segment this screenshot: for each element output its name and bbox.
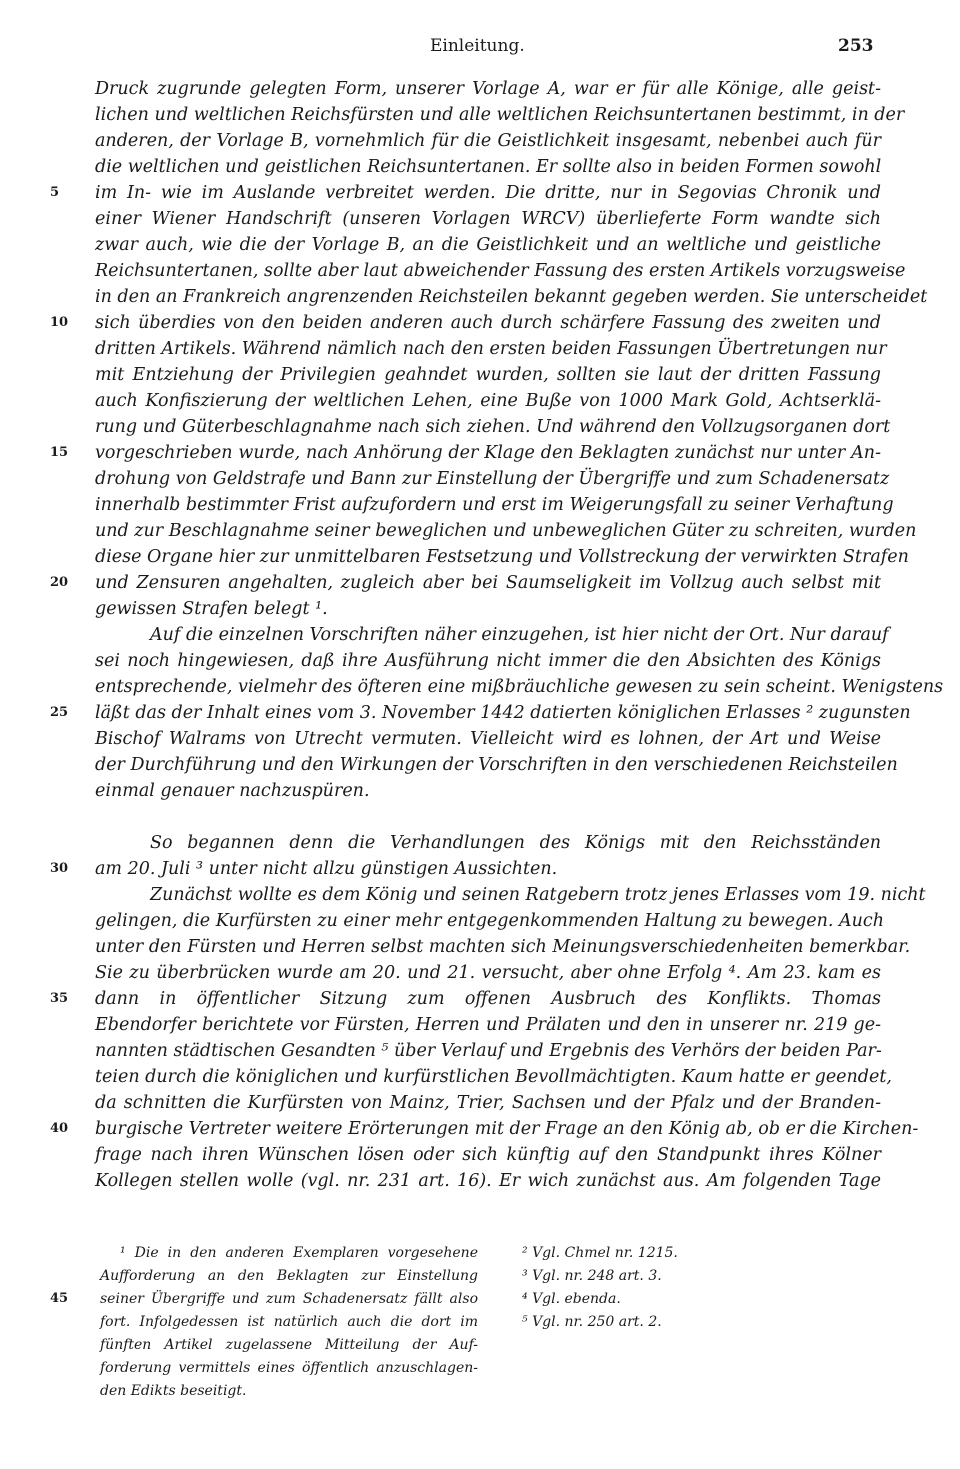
line-number: 15 xyxy=(50,445,69,460)
footnote-line: den Edikts beseitigt. xyxy=(100,1383,247,1399)
text-line: sich überdies von den beiden anderen auch durch schärfere Fassung des zweiten und xyxy=(95,313,881,333)
text-line: Bischof Walrams von Utrecht vermuten. Vielleicht wird es lohnen, der Art und Weise xyxy=(95,729,881,749)
footnote-line: ³ Vgl. nr. 248 art. 3. xyxy=(522,1268,662,1284)
text-line: Druck zugrunde gelegten Form, unserer Vorlage A, war er für alle Könige, alle geist- xyxy=(95,79,881,99)
footnote-line: fort. Infolgedessen ist natürlich auch die dort im xyxy=(100,1314,478,1330)
text-line: So begannen denn die Verhandlungen des Königs mit den Reichsständen xyxy=(150,833,881,853)
page-header xyxy=(0,36,960,60)
text-line: Ebendorfer berichtete vor Fürsten, Herren und Prälaten und den in unserer nr. 219 ge- xyxy=(95,1015,881,1035)
text-line: rung und Güterbeschlagnahme nach sich ziehen. Und während den Vollzugsorganen dort xyxy=(95,417,891,437)
text-line: der Durchführung und den Wirkungen der Vorschriften in den verschiedenen Reichsteilen xyxy=(95,755,898,775)
text-line: vorgeschrieben wurde, nach Anhörung der Klage den Beklagten zunächst nur unter An- xyxy=(95,443,881,463)
text-line: Reichsuntertanen, sollte aber laut abweichender Fassung des ersten Artikels vorzugsweise xyxy=(95,261,906,281)
line-number: 35 xyxy=(50,991,69,1006)
footnote-line: seiner Übergriffe und zum Schadenersatz fällt also xyxy=(100,1291,478,1307)
line-number: 30 xyxy=(50,861,69,876)
line-number: 40 xyxy=(50,1121,69,1136)
text-line: Zunächst wollte es dem König und seinen Ratgebern trotz jenes Erlasses vom 19. nicht xyxy=(150,885,926,905)
line-number: 20 xyxy=(50,575,69,590)
text-line: läßt das der Inhalt eines vom 3. November 1442 datierten königlichen Erlasses ² zugunsten xyxy=(95,703,911,723)
text-line: innerhalb bestimmter Frist aufzufordern und erst im Weigerungsfall zu seiner Verhaftung xyxy=(95,495,894,515)
text-line: einmal genauer nachzuspüren. xyxy=(95,781,370,801)
text-line: im In- wie im Auslande verbreitet werden. Die dritte, nur in Segovias Chronik und xyxy=(95,183,881,203)
footnote-line: ⁵ Vgl. nr. 250 art. 2. xyxy=(522,1314,662,1330)
text-line: gelingen, die Kurfürsten zu einer mehr entgegenkommenden Haltung zu bewegen. Auch xyxy=(95,911,884,931)
footnote-line: ⁴ Vgl. ebenda. xyxy=(522,1291,621,1307)
text-line: gewissen Strafen belegt ¹. xyxy=(95,599,328,619)
text-line: nannten städtischen Gesandten ⁵ über Verlauf und Ergebnis des Verhörs der beiden Par- xyxy=(95,1041,882,1061)
text-line: die weltlichen und geistlichen Reichsuntertanen. Er sollte also in beiden Formen sowohl xyxy=(95,157,882,177)
text-line: anderen, der Vorlage B, vornehmlich für die Geistlichkeit insgesamt, nebenbei auch für xyxy=(95,131,881,151)
running-title: Einleitung. xyxy=(430,36,525,56)
text-line: Kollegen stellen wolle (vgl. nr. 231 art. 16). Er wich zunächst aus. Am folgenden Tage xyxy=(95,1171,881,1191)
text-line: Auf die einzelnen Vorschriften näher einzugehen, ist hier nicht der Ort. Nur darauf xyxy=(150,625,889,645)
text-line: und Zensuren angehalten, zugleich aber bei Saumseligkeit im Vollzug auch selbst mit xyxy=(95,573,881,593)
footnote-line: ² Vgl. Chmel nr. 1215. xyxy=(522,1245,678,1261)
text-line: und zur Beschlagnahme seiner beweglichen und unbeweglichen Güter zu schreiten, wurden xyxy=(95,521,917,541)
footnote-line: forderung vermittels eines öffentlich anzuschlagen- xyxy=(100,1360,478,1376)
text-line: lichen und weltlichen Reichsfürsten und alle weltlichen Reichsuntertanen bestimmt, in der xyxy=(95,105,905,125)
text-line: Sie zu überbrücken wurde am 20. und 21. versucht, aber ohne Erfolg ⁴. Am 23. kam es xyxy=(95,963,881,983)
text-line: burgische Vertreter weitere Erörterungen mit der Frage an den König ab, ob er die Kirchen- xyxy=(95,1119,919,1139)
footnote-line: ¹ Die in den anderen Exemplaren vorgesehene xyxy=(120,1245,478,1261)
line-number: 45 xyxy=(50,1291,69,1306)
line-number: 5 xyxy=(50,185,60,200)
text-line: dann in öffentlicher Sitzung zum offenen Ausbruch des Konflikts. Thomas xyxy=(95,989,881,1009)
text-line: auch Konfiszierung der weltlichen Lehen, eine Buße von 1000 Mark Gold, Achtserklä- xyxy=(95,391,881,411)
line-number: 25 xyxy=(50,705,69,720)
text-line: zwar auch, wie die der Vorlage B, an die Geistlichkeit und an weltliche und geistliche xyxy=(95,235,881,255)
text-line: teien durch die königlichen und kurfürstlichen Bevollmächtigten. Kaum hatte er geendet, xyxy=(95,1067,892,1087)
text-line: in den an Frankreich angrenzenden Reichsteilen bekannt gegeben werden. Sie unterscheidet xyxy=(95,287,928,307)
text-line: mit Entziehung der Privilegien geahndet wurden, sollten sie laut der dritten Fassung xyxy=(95,365,881,385)
footnote-line: fünften Artikel zugelassene Mitteilung der Auf- xyxy=(100,1337,478,1353)
page-number: 253 xyxy=(838,36,874,56)
text-line: unter den Fürsten und Herren selbst machten sich Meinungsverschiedenheiten bemerkbar. xyxy=(95,937,911,957)
text-line: am 20. Juli ³ unter nicht allzu günstigen Aussichten. xyxy=(95,859,558,879)
text-line: entsprechende, vielmehr des öfteren eine mißbräuchliche gewesen zu sein scheint. Wenigstens xyxy=(95,677,944,697)
text-line: dritten Artikels. Während nämlich nach den ersten beiden Fassungen Übertretungen nur xyxy=(95,339,887,359)
text-line: drohung von Geldstrafe und Bann zur Einstellung der Übergriffe und zum Schadenersatz xyxy=(95,469,890,489)
text-line: da schnitten die Kurfürsten von Mainz, Trier, Sachsen und der Pfalz und der Branden- xyxy=(95,1093,881,1113)
text-line: sei noch hingewiesen, daß ihre Ausführung nicht immer die den Absichten des Königs xyxy=(95,651,881,671)
text-line: diese Organe hier zur unmittelbaren Festsetzung und Vollstreckung der verwirkten Strafen xyxy=(95,547,909,567)
line-number: 10 xyxy=(50,315,69,330)
text-line: frage nach ihren Wünschen lösen oder sich künftig auf den Standpunkt ihres Kölner xyxy=(95,1145,881,1165)
footnote-line: Aufforderung an den Beklagten zur Einstellung xyxy=(100,1268,478,1284)
text-line: einer Wiener Handschrift (unseren Vorlagen WRCV) überlieferte Form wandte sich xyxy=(95,209,881,229)
